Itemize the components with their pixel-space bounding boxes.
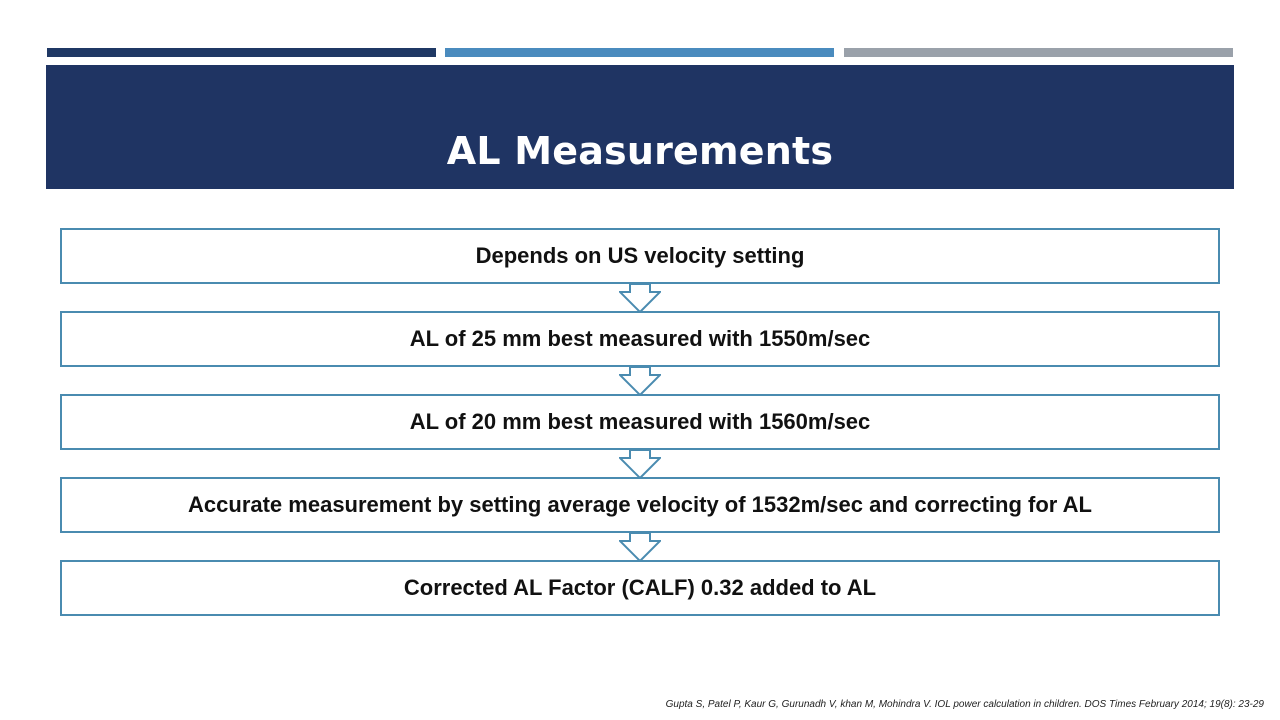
flow-step-label: Corrected AL Factor (CALF) 0.32 added to AL <box>403 575 877 600</box>
accent-bar-blue <box>445 48 834 57</box>
flow-step-1 <box>60 228 1220 284</box>
accent-bar-dark <box>47 48 436 57</box>
down-arrow-icon <box>619 532 661 562</box>
flow-step-4 <box>60 477 1220 533</box>
flow-step-3 <box>60 394 1220 450</box>
flow-step-label: Depends on US velocity setting <box>475 243 805 268</box>
flow-step-label: Accurate measurement by setting average velocity of 1532m/sec and correcting for AL <box>188 492 1092 517</box>
title-banner <box>46 65 1234 189</box>
flow-step-2 <box>60 311 1220 367</box>
down-arrow-icon <box>619 449 661 479</box>
slide-title: AL Measurements <box>446 129 834 173</box>
flow-step-label: AL of 20 mm best measured with 1560m/sec <box>409 409 871 434</box>
flow-step-5 <box>60 560 1220 616</box>
accent-bar-gray <box>844 48 1233 57</box>
down-arrow-icon <box>619 366 661 396</box>
flow-step-label: AL of 25 mm best measured with 1550m/sec <box>409 326 871 351</box>
down-arrow-icon <box>619 283 661 313</box>
citation-text: Gupta S, Patel P, Kaur G, Gurunadh V, khan M, Mohindra V. IOL power calculation in children. DOS Times February 2014; 19(8): 23-29 <box>665 699 1264 710</box>
